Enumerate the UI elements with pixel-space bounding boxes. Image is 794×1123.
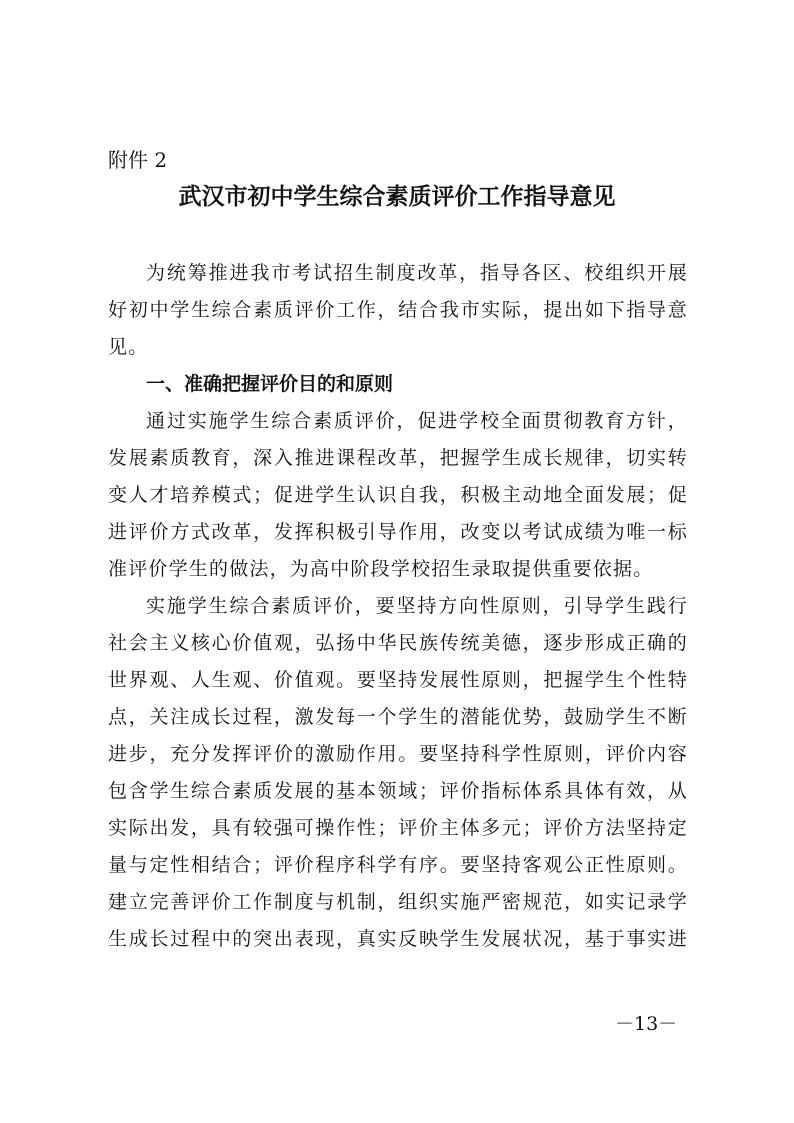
page-number: －13－: [615, 1013, 678, 1035]
text-line: 准评价学生的做法，为高中阶段学校招生录取提供重要依据。: [108, 558, 654, 580]
text-line: 见。: [108, 336, 149, 358]
text-line: 建立完善评价工作制度与机制，组织实施严密规范，如实记录学: [108, 891, 688, 913]
text-line: 量与定性相结合；评价程序科学有序。要坚持客观公正性原则。: [108, 854, 688, 876]
text-line: 为统筹推进我市考试招生制度改革，指导各区、校组织开展: [146, 262, 688, 284]
text-line: 社会主义核心价值观，弘扬中华民族传统美德，逐步形成正确的: [108, 632, 688, 654]
text-line: 好初中学生综合素质评价工作，结合我市实际，提出如下指导意: [108, 299, 688, 321]
document-title: 武汉市初中学生综合素质评价工作指导意见: [178, 184, 616, 210]
text-line: 实施学生综合素质评价，要坚持方向性原则，引导学生践行: [146, 595, 688, 617]
text-line: 点，关注成长过程，激发每一个学生的潜能优势，鼓励学生不断: [108, 706, 688, 728]
attachment-label: 附件 2: [108, 148, 168, 172]
document-body: [108, 255, 688, 958]
text-line: 包含学生综合素质发展的基本领域；评价指标体系具体有效，从: [108, 780, 688, 802]
text-line: 进步，充分发挥评价的激励作用。要坚持科学性原则，评价内容: [108, 743, 688, 765]
text-line: 通过实施学生综合素质评价，促进学校全面贯彻教育方针，: [146, 410, 688, 432]
section-heading: 一、准确把握评价目的和原则: [146, 373, 394, 395]
text-line: 进评价方式改革，发挥积极引导作用，改变以考试成绩为唯一标: [108, 521, 688, 543]
paragraph-principles: [108, 588, 688, 958]
text-line: 世界观、人生观、价值观。要坚持发展性原则，把握学生个性特: [108, 669, 688, 691]
text-line: 实际出发，具有较强可操作性；评价主体多元；评价方法坚持定: [108, 817, 688, 839]
paragraph-purpose: [108, 403, 688, 588]
intro-paragraph: [108, 255, 688, 366]
text-line: 变人才培养模式；促进学生认识自我，积极主动地全面发展；促: [108, 484, 688, 506]
text-line: 发展素质教育，深入推进课程改革，把握学生成长规律，切实转: [108, 447, 688, 469]
text-line: 生成长过程中的突出表现，真实反映学生发展状况，基于事实进: [108, 928, 688, 950]
